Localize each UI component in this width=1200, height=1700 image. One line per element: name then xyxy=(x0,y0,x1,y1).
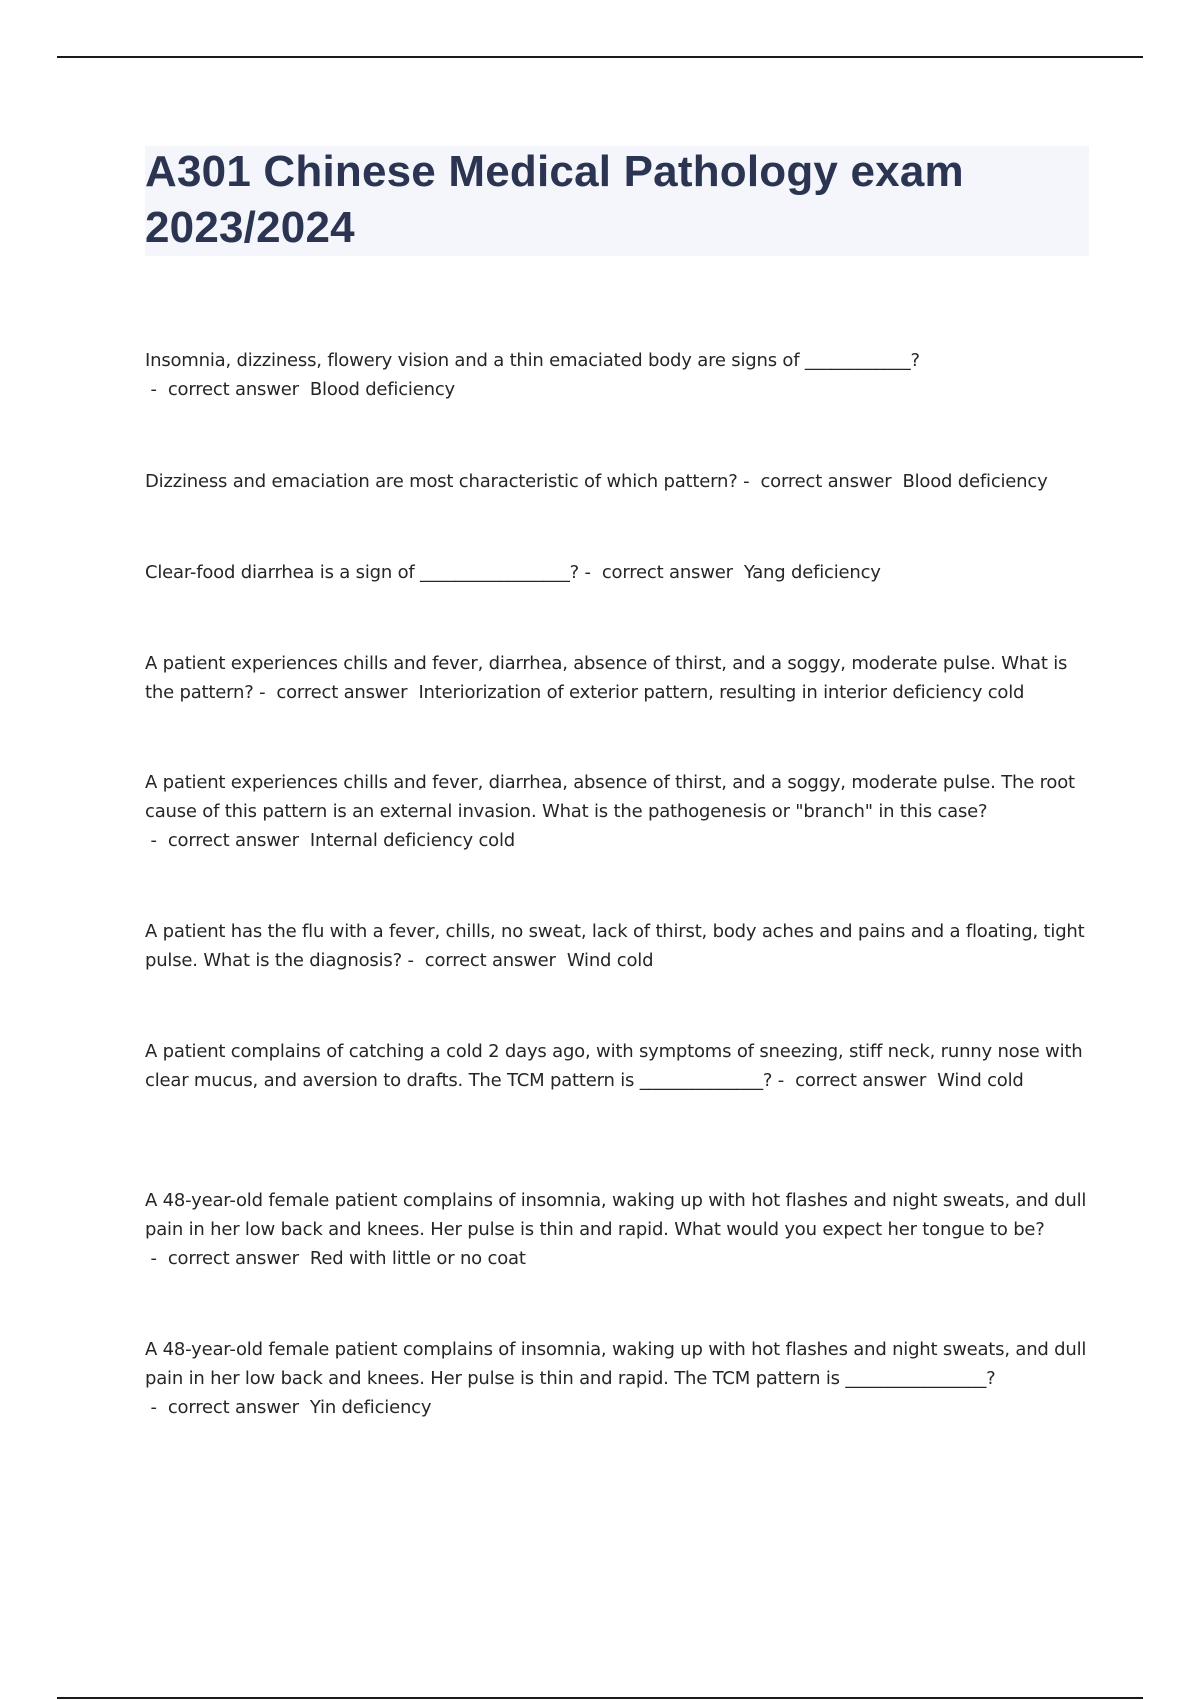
question-text: A patient complains of catching a cold 2 days ago, with symptoms of sneezing, stiff neck, runny nose with clear mucus, and aversion to drafts. The TCM pattern is ______________? xyxy=(145,1041,1083,1091)
answer-separator: - correct answer xyxy=(772,1070,938,1091)
answer-text: Interiorization of exterior pattern, resulting in interior deficiency cold xyxy=(418,682,1025,703)
answer-text: Internal deficiency cold xyxy=(309,830,515,851)
answer-separator: - correct answer xyxy=(579,562,744,583)
qa-item xyxy=(145,1335,1090,1422)
question-text: Dizziness and emaciation are most characteristic of which pattern? xyxy=(145,471,738,492)
answer-separator: - correct answer xyxy=(145,379,310,400)
question-text: A patient has the flu with a fever, chills, no sweat, lack of thirst, body aches and pains and a floating, tight pulse. What is the diagnosis? xyxy=(145,921,1085,971)
answer-separator: - correct answer xyxy=(737,471,903,492)
answer-separator: - correct answer xyxy=(253,682,419,703)
qa-item xyxy=(145,1037,1090,1095)
question-text: A 48-year-old female patient complains of insomnia, waking up with hot flashes and night sweats, and dull pain in her low back and knees. Her pulse is thin and rapid. The TCM pattern is ________________? xyxy=(145,1339,1087,1389)
answer-separator: - correct answer xyxy=(145,1397,310,1418)
question-text: Clear-food diarrhea is a sign of _________________? xyxy=(145,562,579,583)
answer-text: Blood deficiency xyxy=(902,471,1048,492)
top-rule xyxy=(57,56,1143,58)
answer-text: Wind cold xyxy=(937,1070,1024,1091)
question-text: A patient experiences chills and fever, diarrhea, absence of thirst, and a soggy, moderate pulse. The root cause of this pattern is an external invasion. What is the pathogenesis or "branch" in this case? xyxy=(145,772,1075,822)
bottom-rule xyxy=(57,1697,1143,1699)
answer-separator: - correct answer xyxy=(145,830,310,851)
answer-separator: - correct answer xyxy=(145,1248,310,1269)
qa-item xyxy=(145,1186,1090,1273)
answer-text: Yang deficiency xyxy=(743,562,881,583)
question-text: A patient experiences chills and fever, diarrhea, absence of thirst, and a soggy, moderate pulse. What is the pattern? xyxy=(145,653,1068,703)
qa-item xyxy=(145,649,1090,707)
document-title: A301 Chinese Medical Pathology exam 2023/2024 xyxy=(145,147,964,252)
qa-item xyxy=(145,346,1090,404)
question-text: Insomnia, dizziness, flowery vision and a thin emaciated body are signs of ____________? xyxy=(145,350,920,371)
answer-text: Yin deficiency xyxy=(309,1397,432,1418)
answer-text: Blood deficiency xyxy=(309,379,455,400)
qa-item xyxy=(145,917,1090,975)
qa-item xyxy=(145,558,1090,587)
answer-text: Wind cold xyxy=(566,950,654,971)
answer-text: Red with little or no coat xyxy=(309,1248,526,1269)
answer-separator: - correct answer xyxy=(401,950,567,971)
qa-item xyxy=(145,768,1090,855)
qa-item xyxy=(145,467,1090,496)
question-text: A 48-year-old female patient complains of insomnia, waking up with hot flashes and night sweats, and dull pain in her low back and knees. Her pulse is thin and rapid. What would you expect her tongue to be? xyxy=(145,1190,1087,1240)
